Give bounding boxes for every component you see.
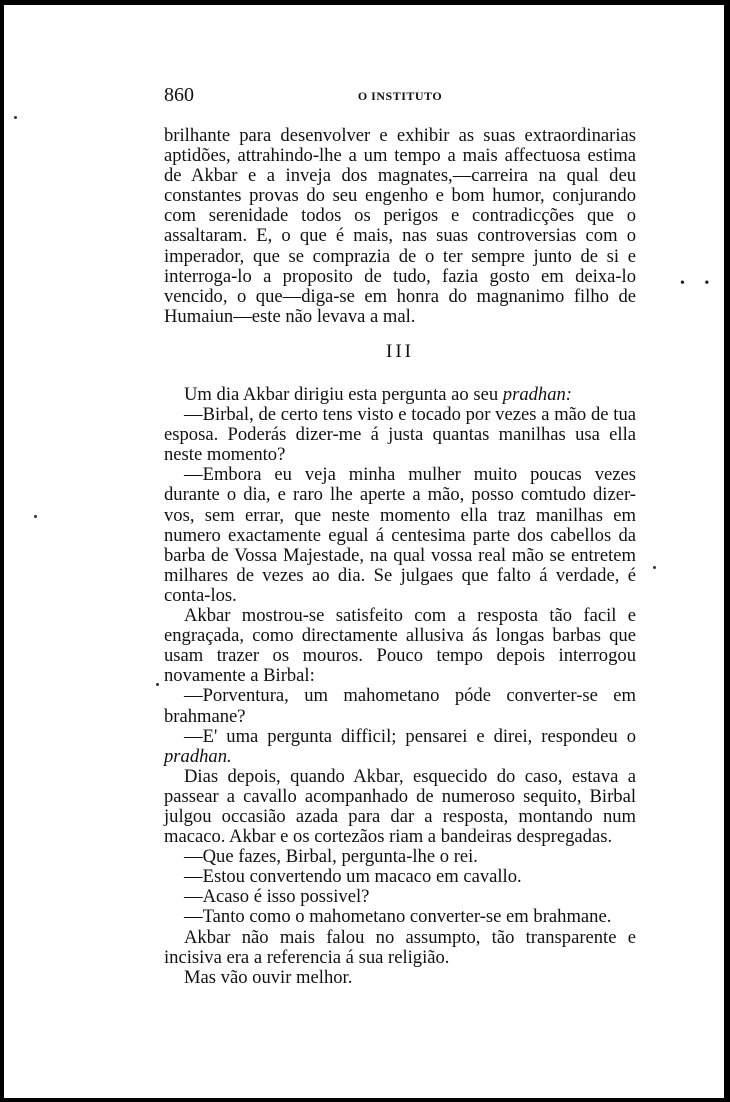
dialogue-line: —Birbal, de certo tens visto e tocado por vezes a mão de tua esposa. Poderás dizer-me á justa quantas manilhas usa ella neste momento?: [164, 404, 636, 466]
scan-speck: [653, 566, 656, 569]
scan-border-top: [0, 0, 730, 5]
margin-marks: • •: [680, 276, 718, 291]
section-heading: III: [386, 341, 414, 362]
continued-paragraph: [164, 126, 636, 327]
dialogue-line: —Embora eu veja minha mulher muito poucas vezes durante o dia, e raro lhe aperte a mão, posso comtudo dizer-vos, sem errar, que neste momento ella traz manilhas em numero exactamente egual á centesima parte dos cabellos da barba de Vossa Majestade, na qual vossa real mão se entretem milhares de vezes ao dia. Se julgaes que falto á verdade, é conta-los.: [164, 464, 636, 606]
dialogue-line: —Que fazes, Birbal, pergunta-lhe o rei.: [184, 846, 478, 868]
paragraph: brilhante para desenvolver e exhibir as suas extraordinarias aptidões, attrahindo-lhe a um tempo a mais affectuosa estima de Akbar e a inveja dos magnates,—carreira na qual deu constantes provas do seu engenho e bom humor, conjurando com serenidade todos os perigos e contradicções que o assaltaram. E, o que é mais, nas suas controversias com o imperador, que se comprazia de o ter sempre junto de si e interroga-lo a proposito de tudo, fazia gosto em deixa-lo vencido, o que—diga-se em honra do magnanimo filho de Humaiun—este não levava a mal.: [164, 125, 636, 327]
scan-border-left: [0, 0, 4, 1102]
scan-speck: [156, 683, 159, 686]
emphasis: pradhan.: [164, 745, 232, 767]
page-header: [164, 84, 636, 112]
dialogue-line: —Acaso é isso possivel?: [184, 886, 370, 908]
page-number: 860: [164, 84, 194, 106]
scan-speck: [14, 116, 17, 119]
paragraph: Akbar mostrou-se satisfeito com a resposta tão facil e engraçada, como directamente allusiva ás longas barbas que usam trazer os mouros. Pouco tempo depois interrogou novamente a Birbal:: [164, 605, 636, 687]
dialogue-line: —Porventura, um mahometano póde converter-se em brahmane?: [164, 685, 636, 727]
dialogue-line: —E' uma pergunta difficil; pensarei e direi, respondeu o pradhan.: [164, 725, 636, 767]
emphasis: pradhan:: [502, 384, 572, 405]
paragraph: Mas vão ouvir melhor.: [184, 966, 353, 988]
running-title: O INSTITUTO: [357, 89, 443, 103]
section-body: [164, 385, 636, 988]
scan-speck: [34, 515, 37, 518]
paragraph: Um dia Akbar dirigiu esta pergunta ao seu pradhan:: [184, 384, 572, 405]
scan-border-right: [724, 0, 730, 1102]
paragraph: Akbar não mais falou no assumpto, tão transparente e incisiva era a referencia á sua religião.: [164, 926, 636, 968]
dialogue-line: —Estou convertendo um macaco em cavallo.: [184, 866, 522, 888]
paragraph: Dias depois, quando Akbar, esquecido do caso, estava a passear a cavallo acompanhado de numeroso sequito, Birbal julgou occasião azada para dar a resposta, montando num macaco. Akbar e os cortezãos riam a bandeiras despregadas.: [164, 765, 636, 848]
dialogue-line: —Tanto como o mahometano converter-se em brahmane.: [184, 906, 612, 928]
scan-border-bottom: [0, 1098, 730, 1102]
